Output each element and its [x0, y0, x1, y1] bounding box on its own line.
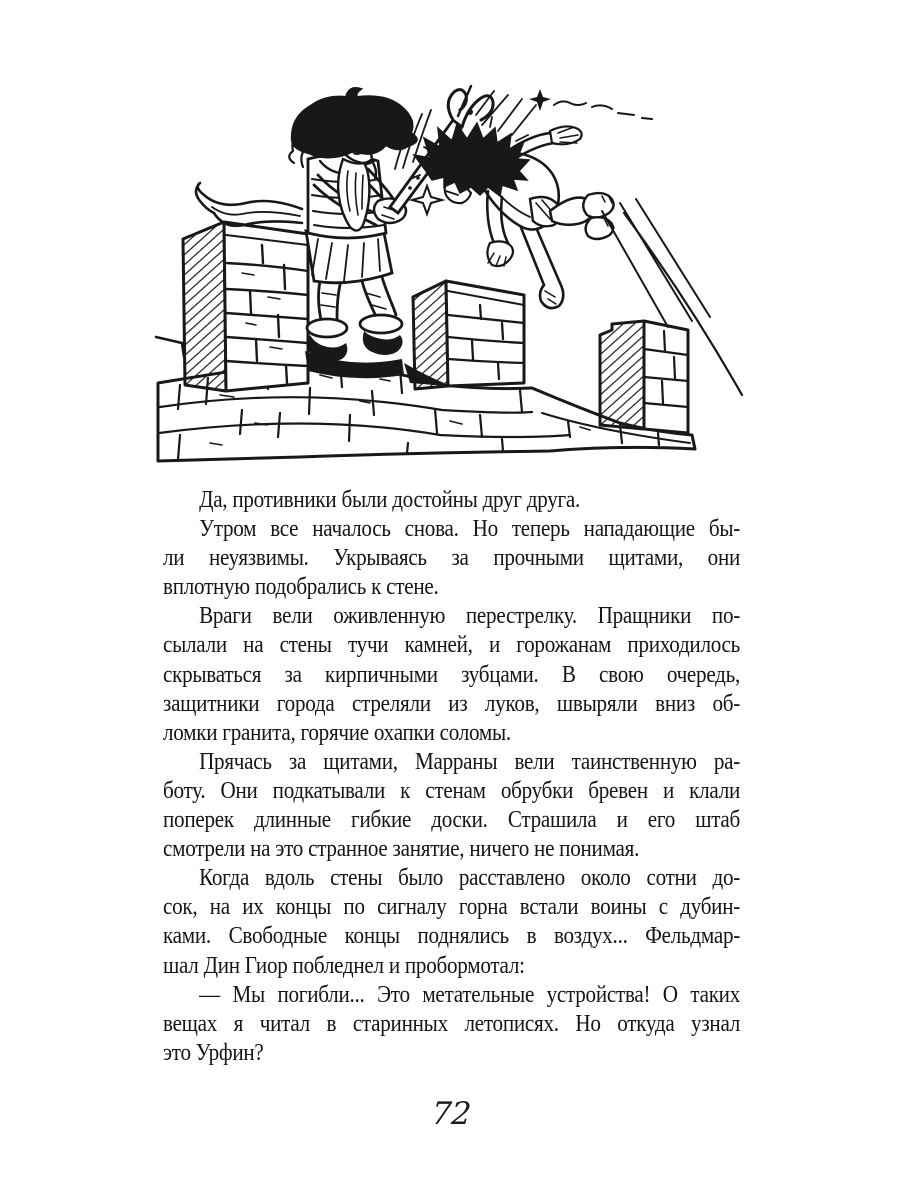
text-line: смотрели на это странное занятие, ничего не понимая. [163, 836, 640, 863]
paragraph [163, 864, 740, 980]
paragraph [163, 602, 740, 747]
text-line: это Урфин? [163, 1039, 264, 1066]
text-line: Да, противники были достойны друг друга. [199, 487, 581, 513]
middle-merlon [413, 281, 524, 389]
text-line: сок, на их концы по сигналу горна встали воины с дубин- [163, 894, 741, 921]
text-line: шал Дин Гиор побледнел и пробормотал: [163, 952, 525, 979]
paragraph [163, 486, 740, 515]
paragraph [163, 981, 740, 1068]
book-illustration [150, 83, 762, 475]
text-line: ломки гранита, горячие охапки соломы. [163, 719, 511, 746]
text-line: вплотную подобрались к стене. [163, 574, 439, 601]
text-line: Враги вели оживленную перестрелку. Пращники по- [199, 603, 741, 630]
page-text [163, 486, 740, 1068]
text-line: Прячась за щитами, Марраны вели таинственную ра- [199, 748, 741, 775]
text-line: ли неуязвимы. Укрываясь за прочными щитами, они [163, 545, 741, 572]
text-line: вещах я читал в старинных летописях. Но откуда узнал [163, 1010, 741, 1037]
illustration-canvas [150, 83, 762, 475]
text-line: защитники города стреляли из луков, швыряли вниз об- [163, 690, 741, 717]
text-line: Когда вдоль стены было расставлено около сотни до- [199, 865, 741, 892]
text-line: ками. Свободные концы поднялись в воздух... Фельдмар- [163, 923, 741, 950]
text-line: поперек длинные гибкие доски. Страшила и его штаб [163, 807, 741, 834]
text-line: — Мы погибли... Это метательные устройства! О таких [199, 981, 741, 1008]
paragraph [163, 748, 740, 864]
right-merlon [600, 321, 688, 433]
flying-marran-figure [410, 117, 614, 308]
text-line: боту. Они подкатывали к стенам обрубки бревен и клали [163, 777, 741, 804]
left-merlon [183, 222, 308, 391]
paragraph [163, 515, 740, 602]
text-line: сылали на стены тучи камней, и горожанам приходилось [163, 632, 741, 659]
page-number: 72 [430, 1096, 473, 1132]
text-line: скрываться за кирпичными зубцами. В свою очередь, [163, 661, 741, 688]
text-line: Утром все началось снова. Но теперь нападающие бы- [199, 516, 741, 543]
